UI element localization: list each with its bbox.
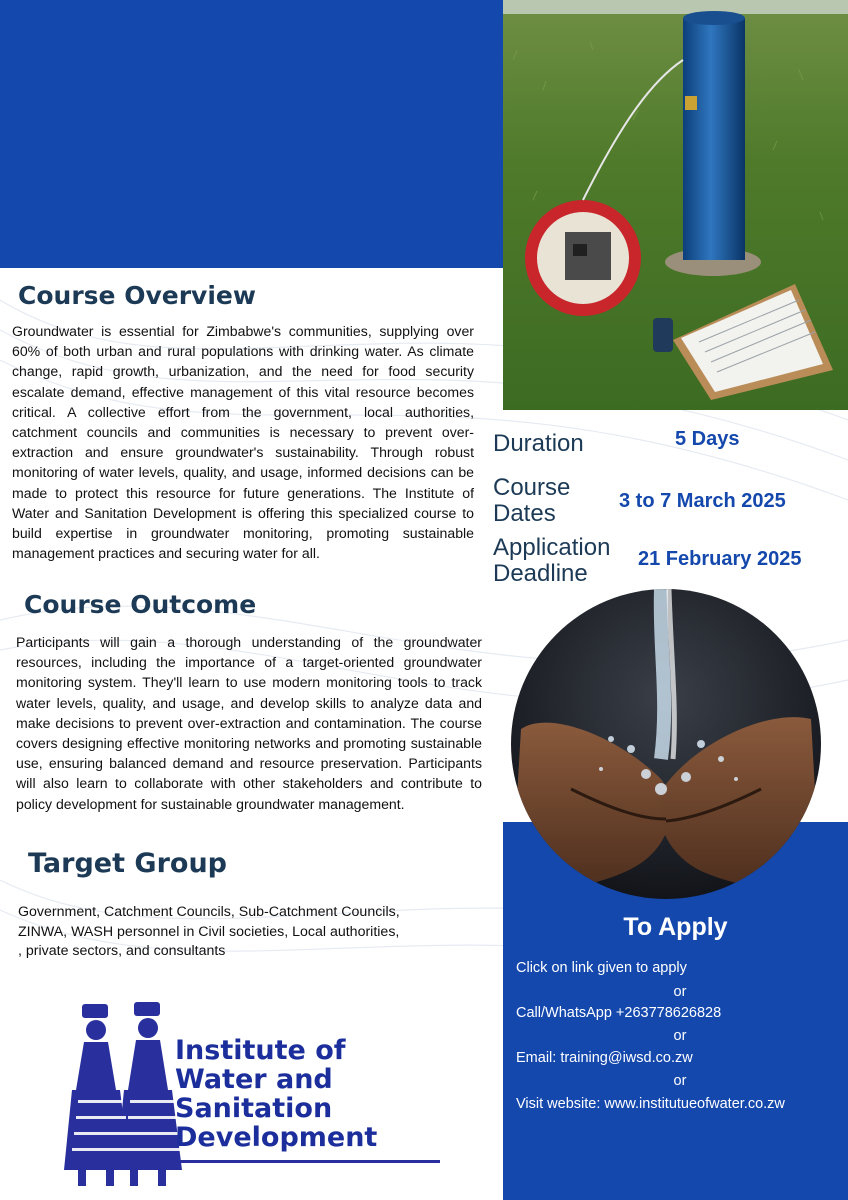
- course-overview-text: Groundwater is essential for Zimbabwe's communities, supplying over 60% of both urban and rural populations with drinking water. As climate change, rapid growth, urbanization, and the need for food security escalate demand, effective management of this vital resource becomes critical. A collective effort from the government, local authorities, catchment councils and communities is necessary to prevent over-extraction and ensure groundwater's sustainability. Through robust monitoring of water levels, quality, and usage, informed decisions can be made to protect this resource for future generations. The Institute of Water and Sanitation Development is offering this specialized course to build expertise in groundwater monitoring, promoting sustainable management practices and securing water for all.: [12, 323, 474, 562]
- duration-value: 5 Days: [675, 428, 740, 450]
- apply-website[interactable]: Visit website: www.institutueofwater.co.zw: [516, 1096, 785, 1112]
- course-outcome-heading: Course Outcome: [24, 590, 257, 619]
- course-dates-label-line-2: Dates: [493, 500, 556, 527]
- target-group-line-2: ZINWA, WASH personnel in Civil societies, Local authorities,: [18, 923, 400, 940]
- or-separator-2: or: [673, 1028, 687, 1044]
- apply-email[interactable]: Email: training@iwsd.co.zw: [516, 1050, 693, 1066]
- hands-water-photo: [511, 589, 821, 899]
- course-dates-label: [493, 475, 570, 527]
- or-separator-1: or: [673, 984, 687, 1000]
- logo-line-1: Institute of: [175, 1035, 346, 1066]
- course-dates-label-line-1: Course: [493, 474, 571, 501]
- course-overview-heading: Course Overview: [18, 281, 256, 310]
- or-separator-3: or: [673, 1073, 687, 1089]
- logo-line-2: Water and: [175, 1064, 333, 1095]
- application-deadline-label-line-2: Deadline: [493, 560, 588, 587]
- application-deadline-value: 21 February 2025: [638, 548, 802, 570]
- target-group-line-1: Government, Catchment Councils, Sub-Catchment Councils,: [18, 904, 400, 920]
- course-outcome-text: Participants will gain a thorough understanding of the groundwater resources, including the importance of a target-oriented groundwater monitoring system. They'll learn to use modern monitoring tools to track water levels, quality, and usage, and develop skills to analyze data and make decisions to prevent over-extraction and contamination. The course covers designing effective monitoring networks and promoting sustainable use, ensuring balanced demand and resource preservation. Participants will also learn to collaborate with other stakeholders and contribute to policy development for sustainable groundwater management.: [16, 634, 482, 812]
- apply-phone[interactable]: Call/WhatsApp +263778626828: [516, 1005, 722, 1021]
- application-deadline-label-line-1: Application: [493, 534, 611, 561]
- apply-link-instruction[interactable]: Click on link given to apply: [516, 960, 687, 976]
- target-group-text: [18, 903, 400, 962]
- duration-label: Duration: [493, 430, 584, 457]
- iwsd-logo-wordmark: [175, 1036, 377, 1152]
- target-group-heading: Target Group: [28, 848, 227, 879]
- application-deadline-label: [493, 535, 610, 587]
- logo-line-3: Sanitation: [175, 1093, 333, 1124]
- course-dates-value: 3 to 7 March 2025: [619, 490, 786, 512]
- target-group-line-3: , private sectors, and consultants: [18, 943, 226, 959]
- header-banner: [0, 0, 503, 268]
- to-apply-heading: To Apply: [623, 913, 728, 941]
- monitoring-well-photo: [503, 0, 848, 410]
- logo-line-4: Development: [175, 1122, 378, 1153]
